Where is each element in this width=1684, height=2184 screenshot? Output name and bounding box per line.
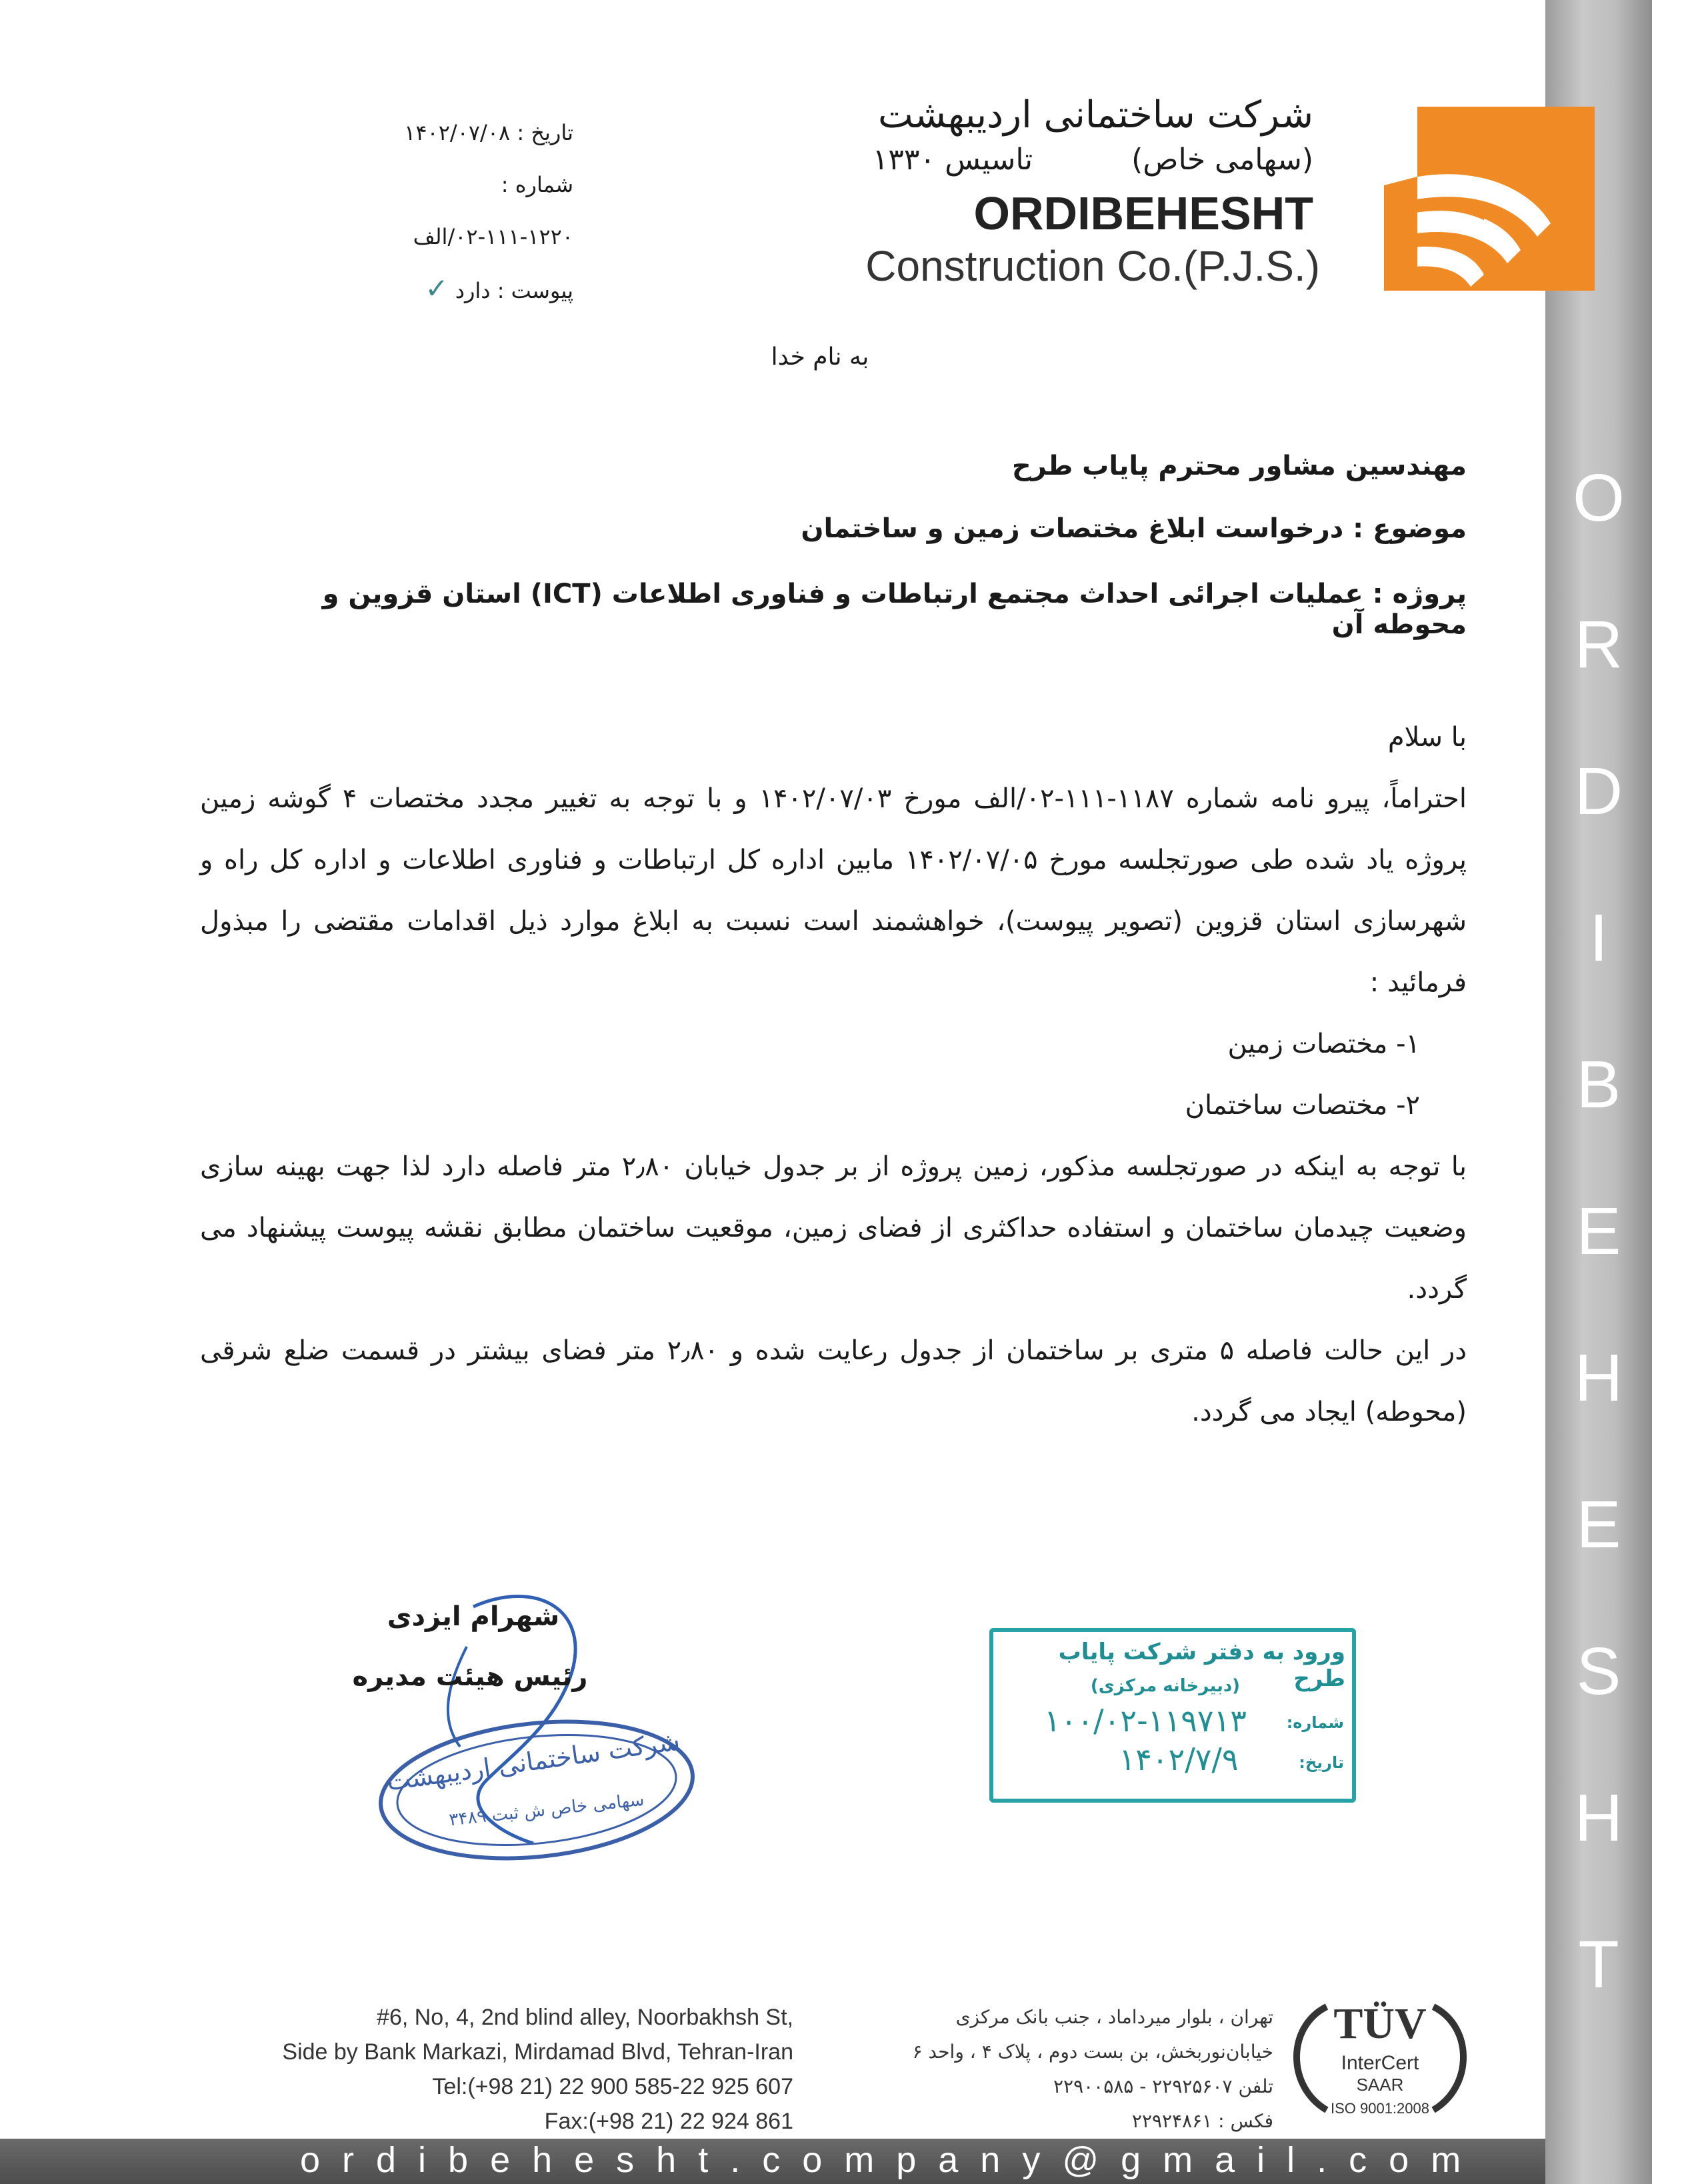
seal-subtext: سهامی خاص ش ثبت ۳۴۸۹ <box>448 1789 645 1831</box>
strip-letter: E <box>1576 1194 1621 1269</box>
receipt-stamp <box>989 1628 1356 1803</box>
stamp-date-value: ۱۴۰۲/۷/۹ <box>1119 1741 1239 1777</box>
strip-letter: H <box>1574 1781 1623 1855</box>
address-fa-line: فکس : ۲۲۹۲۴۸۶۱ <box>1131 2110 1273 2132</box>
attachment-text: پیوست : دارد <box>455 278 573 303</box>
letter-meta <box>373 107 573 317</box>
founded-year: تاسیس ۱۳۳۰ <box>872 143 1033 177</box>
address-fa-line: خیابان‌نوربخش، بن بست دوم ، پلاک ۴ ، واحد ۶ <box>912 2041 1273 2063</box>
bismillah: به نام خدا <box>771 343 869 371</box>
strip-letter: O <box>1573 461 1625 535</box>
strip-letter: H <box>1574 1341 1623 1415</box>
stamp-date-label: تاریخ: <box>1299 1753 1344 1772</box>
strip-letter: E <box>1576 1487 1621 1562</box>
stamp-number-label: شماره: <box>1286 1713 1344 1732</box>
strip-letter: I <box>1589 901 1608 975</box>
company-name-en: ORDIBEHESHT <box>973 187 1313 239</box>
address-en-line: #6, No, 4, 2nd blind alley, Noorbakhsh St, <box>377 2005 793 2030</box>
paragraph-2: با توجه به اینکه در صورتجلسه مذکور، زمین پروژه از بر جدول خیابان ۲٫۸۰ متر فاصله دارد لذا جهت بهینه سازی وضعیت چیدمان ساختمان و استفاده حداکثری از فضای زمین، موقعیت ساختمان مطابق نقشه پیوست پیشنهاد می گردد. <box>200 1151 1467 1305</box>
address-en <box>187 2000 793 2139</box>
tuv-line1: InterCert <box>1341 2052 1419 2074</box>
strip-letter: D <box>1574 754 1623 829</box>
footer-email: ordibehesht.company@gmail.com <box>300 2140 1483 2180</box>
letter-date: تاریخ : ۱۴۰۲/۰۷/۰۸ <box>404 120 573 145</box>
letter-number: شماره : ۱۲۲۰-۱۱۱-۰۲/الف <box>413 172 573 249</box>
address-en-line: Side by Bank Markazi, Mirdamad Blvd, Tehran-Iran <box>282 2039 793 2065</box>
seal-text: شرکت ساختمانی اردیبهشت <box>385 1726 682 1797</box>
address-fa-line: تهران ، بلوار میرداماد ، جنب بانک مرکزی <box>955 2006 1273 2028</box>
check-icon: ✓ <box>425 272 449 305</box>
list-item: ۱- مختصات زمین <box>1227 1029 1420 1059</box>
paragraph-3: در این حالت فاصله ۵ متری بر ساختمان از جدول رعایت شده و ۲٫۸۰ متر فضای بیشتر در قسمت ضلع شرقی (محوطه) ایجاد می گردد. <box>200 1335 1467 1427</box>
tuv-cert <box>1280 1993 1480 2127</box>
signatory-name: شهرام ایزدی <box>387 1601 560 1632</box>
tuv-iso: ISO 9001:2008 <box>1330 2100 1429 2117</box>
address-fa <box>820 2000 1273 2139</box>
strip-letter: B <box>1576 1047 1621 1122</box>
company-type: (سهامی خاص) <box>1131 143 1313 177</box>
address-en-line: Fax:(+98 21) 22 924 861 <box>544 2109 793 2134</box>
company-subname-en: Construction Co.(P.J.S.) <box>865 242 1320 290</box>
stamp-title: ورود به دفتر شرکت پایاب طرح <box>1058 1639 1345 1692</box>
paragraph-1: احتراماً، پیرو نامه شماره ۱۱۸۷-۱۱۱-۰۲/الف مورخ ۱۴۰۲/۰۷/۰۳ و با توجه به تغییر مجدد مختصات ۴ گوشه زمین پروژه یاد شده طی صورتجلسه مورخ ۱۴۰۲/۰۷/۰۵ مابین اداره کل ارتباطات و فناوری اطلاعات و اداره کل راه و شهرسازی استان قزوین (تصویر پیوست)، خواهشمند است نسبت به ابلاغ موارد ذیل اقدامات مقتضی را مبذول فرمائید : <box>200 783 1467 998</box>
stamp-subtitle: (دبیرخانه مرکزی) <box>1090 1676 1241 1696</box>
address-fa-line: تلفن ۲۲۹۲۵۶۰۷ - ۲۲۹۰۰۵۸۵ <box>1053 2075 1273 2097</box>
company-type-line <box>867 143 1313 177</box>
tuv-brand: TÜV <box>1333 1999 1427 2048</box>
project-line: پروژه : عملیات اجرائی احداث مجتمع ارتباطات و فناوری اطلاعات (ICT) استان قزوین و محوطه آن <box>322 579 1467 640</box>
subject-line: موضوع : درخواست ابلاغ مختصات زمین و ساختمان <box>801 513 1467 544</box>
stamp-number-value: ۱۰۰/۰۲-۱۱۹۷۱۳ <box>1044 1703 1247 1739</box>
strip-letter: R <box>1574 607 1623 682</box>
address-en-line: Tel:(+98 21) 22 900 585-22 925 607 <box>432 2074 793 2099</box>
strip-letter: T <box>1578 1927 1619 2002</box>
side-strip <box>1545 0 1652 2184</box>
company-logo-icon <box>1384 107 1595 293</box>
recipient-line: مهندسین مشاور محترم پایاب طرح <box>1011 451 1467 481</box>
letter-attachment <box>373 263 573 317</box>
tuv-line2: SAAR <box>1356 2075 1404 2095</box>
strip-letter: S <box>1576 1634 1621 1709</box>
greeting: با سلام <box>1387 722 1467 753</box>
signatory-title: رئیس هیئت مدیره <box>352 1661 588 1692</box>
letter-body <box>200 707 1467 1443</box>
company-name-fa: شرکت ساختمانی اردیبهشت <box>877 93 1313 137</box>
list-item: ۲- مختصات ساختمان <box>1185 1090 1420 1121</box>
